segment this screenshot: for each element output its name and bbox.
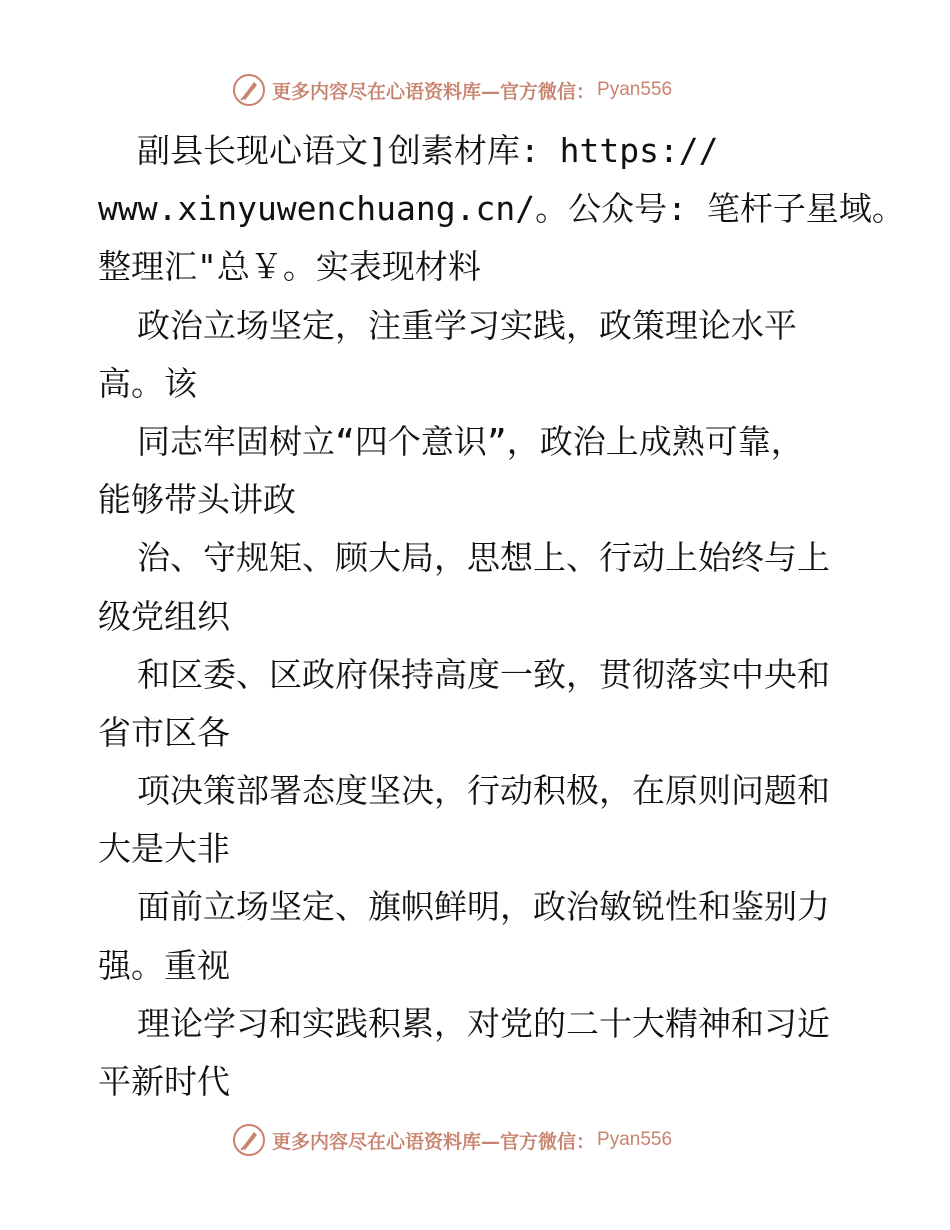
body-line: 和区委、区政府保持高度一致，贯彻落实中央和 bbox=[137, 654, 830, 694]
body-line: 副县长现心语文]创素材库: https:// bbox=[137, 131, 719, 170]
quill-pen-logo-icon bbox=[232, 73, 266, 107]
body-line: www.xinyuwenchuang.cn/。公众号: 笔杆子星域。 bbox=[98, 189, 905, 229]
body-line: 能够带头讲政 bbox=[98, 480, 296, 520]
body-line: 高。该 bbox=[98, 363, 197, 403]
body-line: 强。重视 bbox=[98, 945, 230, 985]
quill-pen-logo-icon bbox=[232, 1123, 266, 1157]
footer-banner-text: 更多内容尽在心语资料库—官方微信： bbox=[272, 1130, 596, 1153]
body-line: 政治立场坚定，注重学习实践，政策理论水平 bbox=[137, 305, 797, 345]
body-line: 面前立场坚定、旗帜鲜明，政治敏锐性和鉴别力 bbox=[137, 887, 830, 927]
body-line: 理论学习和实践积累，对党的二十大精神和习近 bbox=[137, 1003, 830, 1043]
footer-banner bbox=[232, 1120, 732, 1160]
header-banner bbox=[232, 70, 732, 110]
footer-banner-handle: Pyan556 bbox=[597, 1129, 673, 1150]
body-line: 治、守规矩、顾大局，思想上、行动上始终与上 bbox=[137, 538, 830, 578]
body-line: 大是大非 bbox=[98, 829, 230, 869]
header-banner-text: 更多内容尽在心语资料库—官方微信： bbox=[272, 80, 596, 103]
document-body bbox=[98, 122, 918, 1111]
body-line: 级党组织 bbox=[98, 596, 230, 636]
header-banner-handle: Pyan556 bbox=[597, 79, 673, 100]
body-line: 整理汇"总￥。实表现材料 bbox=[98, 247, 481, 287]
body-line: 同志牢固树立“四个意识”，政治上成熟可靠， bbox=[137, 421, 804, 461]
body-line: 省市区各 bbox=[98, 712, 230, 752]
body-line: 项决策部署态度坚决，行动积极，在原则问题和 bbox=[137, 771, 830, 811]
body-line: 平新时代 bbox=[98, 1062, 230, 1101]
